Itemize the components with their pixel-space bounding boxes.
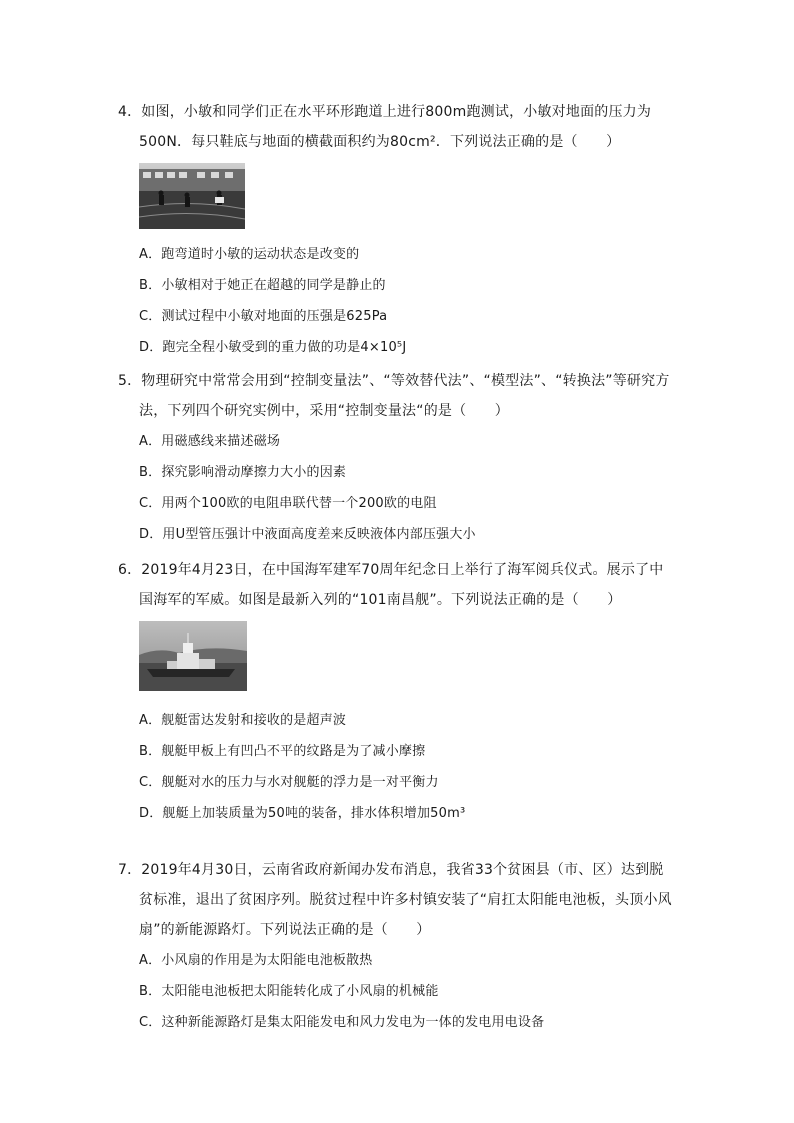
- question-6-stem-line-1: 6．2019年4月23日，在中国海军建军70周年纪念日上举行了海军阅兵仪式。展示了中: [118, 562, 664, 578]
- question-4-option-d: D．跑完全程小敏受到的重力做的功是4×10⁵J: [139, 340, 407, 355]
- question-7-stem-line-2: 贫标准，退出了贫困序列。脱贫过程中许多村镇安装了“肩扛太阳能电池板，头顶小风: [139, 892, 672, 908]
- running-track-photo: [139, 163, 245, 229]
- question-4: [118, 97, 678, 363]
- question-5-option-b: B．探究影响滑动摩擦力大小的因素: [139, 465, 347, 480]
- question-4-option-b: B．小敏相对于她正在超越的同学是静止的: [139, 278, 386, 293]
- warship-photo: [139, 621, 247, 691]
- question-6: [118, 555, 678, 829]
- question-6-option-a: A．舰艇雷达发射和接收的是超声波: [139, 713, 347, 728]
- question-5-stem-line-2: 法，下列四个研究实例中，采用“控制变量法“的是（ ）: [139, 403, 509, 419]
- question-5-option-a: A．用磁感线来描述磁场: [139, 434, 281, 449]
- question-5-option-d: D．用U型管压强计中液面高度差来反映液体内部压强大小: [139, 527, 476, 542]
- question-7: [118, 855, 678, 1038]
- question-6-option-d: D．舰艇上加装质量为50吨的装备，排水体积增加50m³: [139, 806, 466, 821]
- question-6-option-b: B．舰艇甲板上有凹凸不平的纹路是为了减小摩擦: [139, 744, 426, 759]
- question-7-stem-line-3: 扇”的新能源路灯。下列说法正确的是（ ）: [139, 922, 431, 938]
- question-4-stem-line-1: 4．如图，小敏和同学们正在水平环形跑道上进行800m跑测试，小敏对地面的压力为: [118, 104, 652, 120]
- question-6-option-c: C．舰艇对水的压力与水对舰艇的浮力是一对平衡力: [139, 775, 439, 790]
- question-4-stem-line-2: 500N．每只鞋底与地面的横截面积约为80cm²．下列说法正确的是（ ）: [139, 134, 621, 150]
- question-7-option-c: C．这种新能源路灯是集太阳能发电和风力发电为一体的发电用电设备: [139, 1015, 545, 1030]
- question-5-stem-line-1: 5．物理研究中常常会用到“控制变量法”、“等效替代法”、“模型法”、“转换法”等研究方: [118, 373, 670, 389]
- question-4-option-a: A．跑弯道时小敏的运动状态是改变的: [139, 247, 360, 262]
- question-7-stem-line-1: 7．2019年4月30日，云南省政府新闻办发布消息，我省33个贫困县（市、区）达到脱: [118, 862, 664, 878]
- question-5-option-c: C．用两个100欧的电阻串联代替一个200欧的电阻: [139, 496, 437, 511]
- question-7-option-b: B．太阳能电池板把太阳能转化成了小风扇的机械能: [139, 984, 439, 999]
- question-4-option-c: C．测试过程中小敏对地面的压强是625Pa: [139, 309, 388, 324]
- question-6-stem-line-2: 国海军的军威。如图是最新入列的“101南昌舰”。下列说法正确的是（ ）: [139, 592, 622, 608]
- question-7-option-a: A．小风扇的作用是为太阳能电池板散热: [139, 953, 373, 968]
- question-5: [118, 366, 678, 550]
